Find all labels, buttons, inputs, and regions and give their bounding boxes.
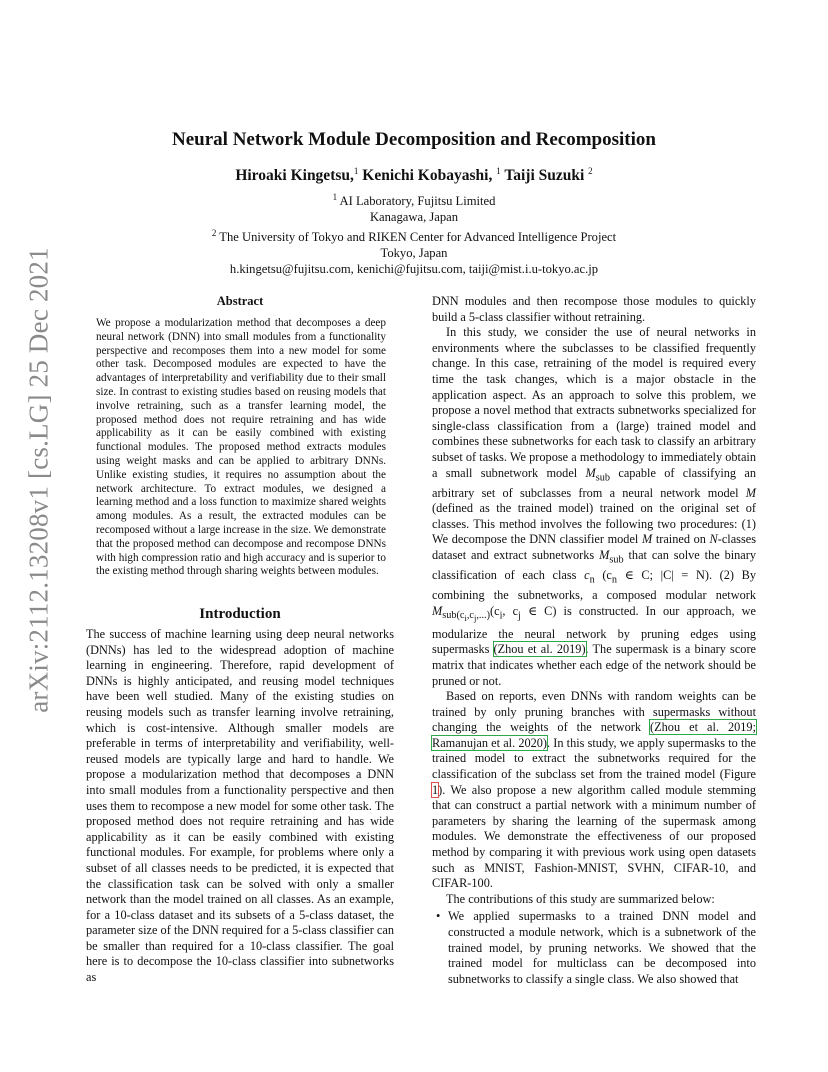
- affiliation-line: $^2$ The University of Tokyo and RIKEN Center for Advanced Intelligence Project: [211, 228, 617, 245]
- author-affiliation-mark: 1: [353, 166, 359, 176]
- author-affiliation-mark: 1: [496, 166, 501, 176]
- citation-link[interactable]: Ramanujan et al. 2020): [432, 735, 548, 750]
- paragraph: Based on reports, even DNNs with random weights can be trained by only pruning branches with supermasks without changing the weights of the network (Zhou et al. 2019; Ramanujan et al. 2020). In this study, we apply supermasks to the trained model to extract the subnetworks required for the classification of the subclass set from the trained model (Figure 1). We also propose a new algorithm called module stemming that can construct a partial network with a minimum number of parameters by sharing the learning of the supermask among modules. We demonstrate the effectiveness of our proposed method by comparing it with previous work using open datasets such as MNIST, Fashion-MNIST, SVHN, CIFAR-10, and CIFAR-100.: [432, 689, 756, 891]
- contributions-list: [432, 909, 756, 987]
- introduction-heading: Introduction: [199, 606, 281, 622]
- abstract-body: We propose a modularization method that decomposes a deep neural network (DNN) into small modules from a functionality perspective and recomposes them into a new model for some other task. Decomposed modules are expected to have the advantages of interpretability and verifiability due to their small size. In contrast to existing studies based on reusing models that involve retraining, such as a transfer learning model, the proposed method does not require retraining and has wide applicability as it can be easily combined with existing functional modules. The proposed method extracts modules using weight masks and can be applied to arbitrary DNNs. Unlike existing studies, it requires no assumption about the network architecture. To extract modules, we designed a learning method and a loss function to maximize shared weights among modules. As a result, the extracted modules can be recomposed without a large increase in the size. We demonstrate that the proposed method can decompose and recompose DNNs with high compression ratio and high accuracy and is superior to the existing method through sharing weights between modules.: [96, 317, 386, 578]
- paper-title: Neural Network Module Decomposition and Recomposition: [172, 129, 656, 150]
- right-column-body: [432, 294, 756, 987]
- author-name: Kenichi Kobayashi,: [362, 167, 493, 185]
- paragraph: DNN modules and then recompose those modules to quickly build a 5-class classifier without retraining.: [432, 294, 756, 324]
- introduction-body: The success of machine learning using deep neural networks (DNNs) has led to the widespread adoption of machine learning in engineering. Therefore, rapid development of DNNs is highly anticipated, and reusing model techniques have been well studied. Many of the existing studies on reusing models such as transfer learning involve retraining, which is cost-intensive. Although smaller models are preferable in terms of interpretability and verifiability, well-reused models are typically large and hard to handle. We propose a modularization method that decomposes a DNN into small modules from a functionality perspective and then uses them to recompose a new model for some other task. The proposed method does not require retraining and has wide applicability as it can be easily combined with existing functional modules. For example, for problems where only a subset of all classes needs to be predicted, it is expected that the classification task can be solved with only a smaller network than the model trained on all classes. As an example, for a 10-class dataset and its subsets of a 5-class dataset, the parameter size of the DNN required for a 5-class classifier can be smaller than required for a 10-class classifier. The goal here is to decompose the 10-class classifier into subnetworks as: [86, 627, 394, 985]
- affiliation-line: $^1$ AI Laboratory, Fujitsu Limited: [332, 192, 496, 209]
- author-affiliation-mark: 2: [588, 166, 593, 176]
- author-emails: h.kingetsu@fujitsu.com, kenichi@fujitsu.com, taiji@mist.i.u-tokyo.ac.jp: [229, 262, 599, 277]
- abstract-heading: Abstract: [216, 294, 264, 308]
- author-name: Taiji Suzuki: [504, 167, 585, 185]
- figure-reference-link[interactable]: 1: [432, 782, 439, 797]
- citation-link[interactable]: (Zhou et al. 2019): [493, 642, 586, 657]
- author-name: Hiroaki Kingetsu,: [235, 167, 354, 185]
- paragraph: The contributions of this study are summarized below:: [446, 891, 715, 906]
- citation-link[interactable]: (Zhou et al. 2019;: [650, 720, 756, 735]
- paragraph: In this study, we consider the use of neural networks in environments where the subclasses to be classified frequently change. In this case, retraining of the model is required every time the task changes, which is a major obstacle in the application aspect. As an approach to solve this problem, we propose a novel method that extracts subnetworks specialized for single-class classification from a (large) trained model and combines these subnetworks for each task to classify an arbitrary subset of tasks. We propose a methodology to immediately obtain a small subnetwork model $M_{sub}$ capable of classifying an arbitrary set of subclasses from a neural network model M (defined as the trained model) trained on the original set of classes. This method involves the following two procedures: (1) We decompose the DNN classifier model M trained on N-classes dataset and extract subnetworks $M_{sub}$ that can solve the binary classification of each class $c_n$ ($c_n$ ∈ C; |C| = N). (2) By combining the subnetworks, a composed modular network $M_{sub(c_i,c_j,...)}(c_i$, $c_j$ ∈ C) is constructed. In our approach, we modularize the neural network by pruning edges using supermasks (Zhou et al. 2019). The supermask is a binary score matrix that indicates whether each edge of the network should be pruned or not.: [432, 325, 757, 688]
- affiliation-block: [0, 189, 828, 277]
- affiliation-line: Kanagawa, Japan: [369, 210, 459, 225]
- affiliation-line: Tokyo, Japan: [380, 246, 448, 261]
- list-item: • We applied supermasks to a trained DNN model and constructed a module network, which is a subnetwork of the trained model, by pruning networks. We showed that the trained model for multiclass can be decomposed into subnetworks to classify a single class. We also showed that: [448, 909, 756, 987]
- arxiv-identifier-stamp: arXiv:2112.13208v1 [cs.LG] 25 Dec 2021: [23, 247, 54, 713]
- author-list: [0, 166, 828, 185]
